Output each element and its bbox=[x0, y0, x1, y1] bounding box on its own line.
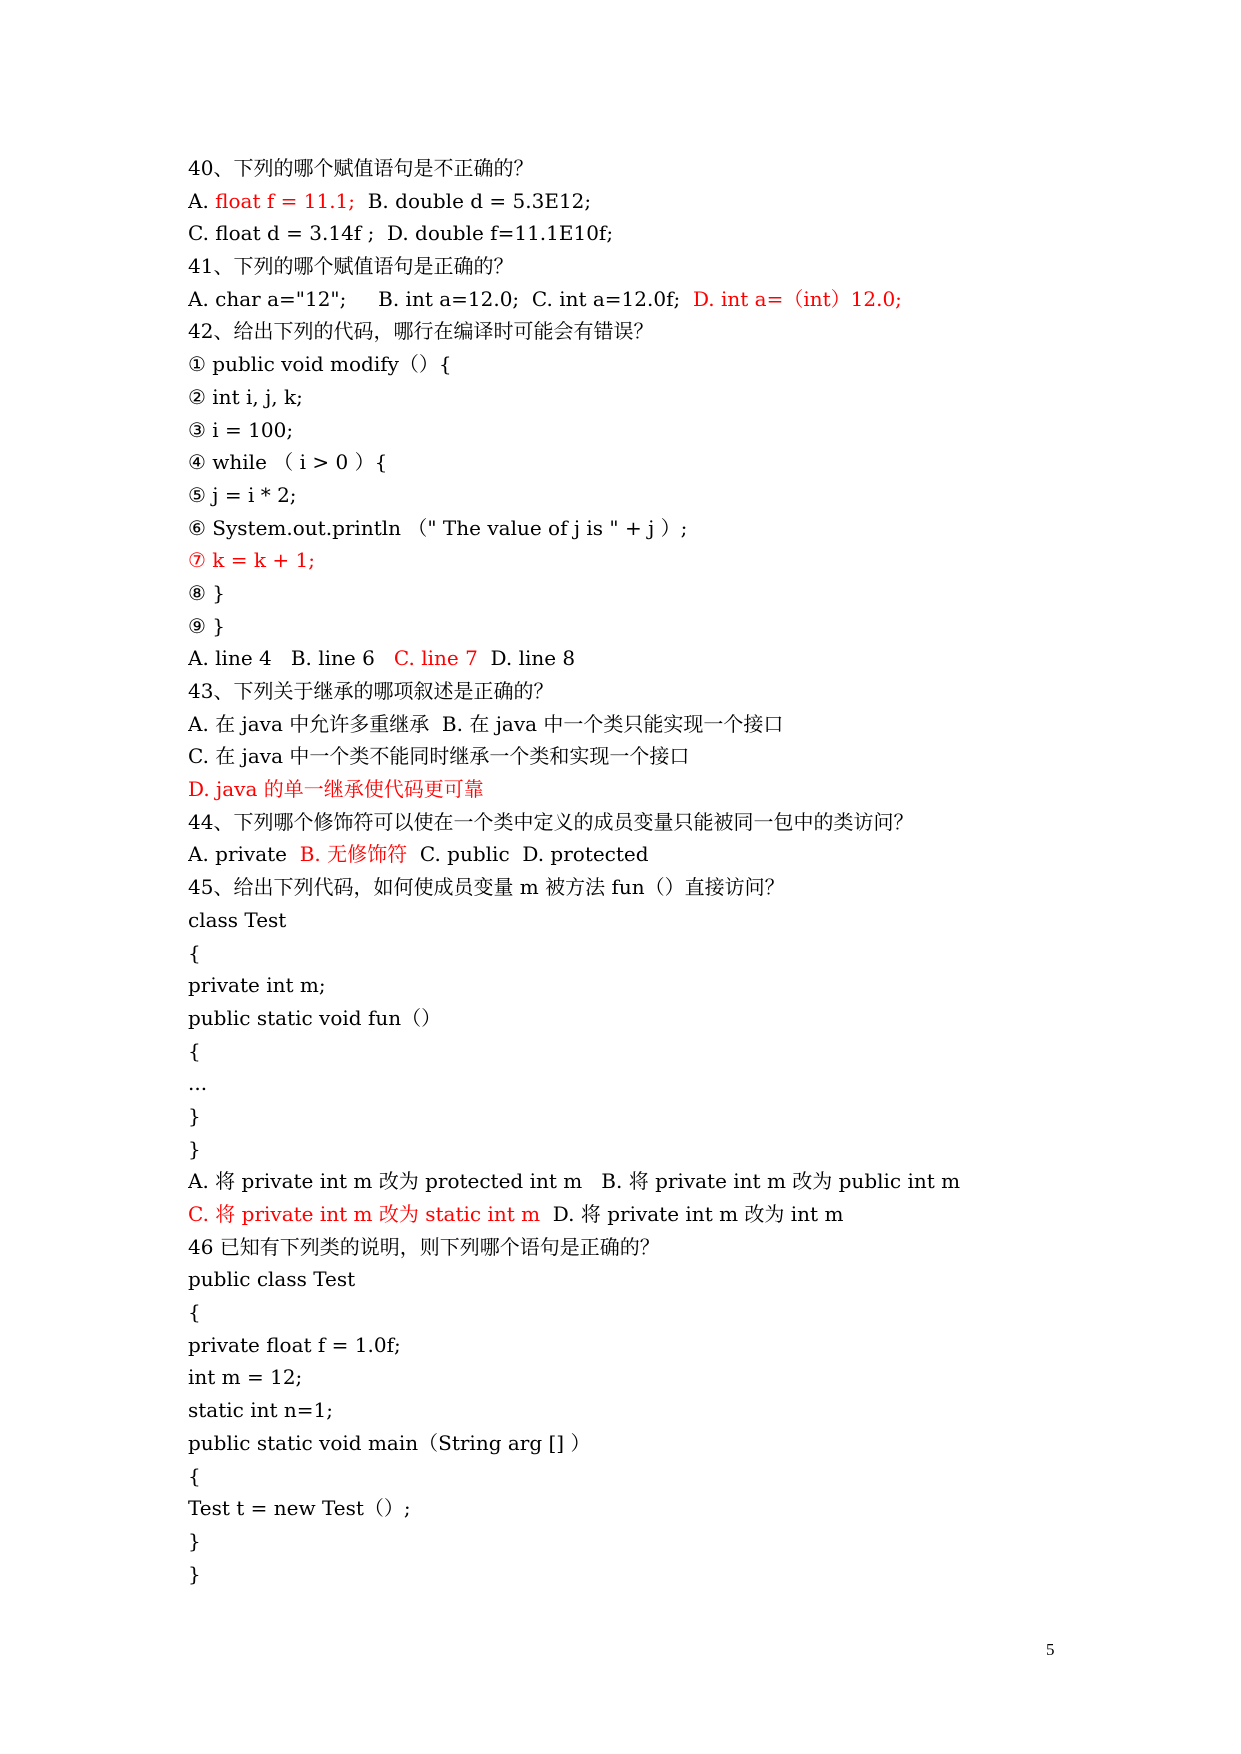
text-segment: B. double d = 5.3E12; bbox=[355, 188, 592, 213]
text-segment: int m = 12; bbox=[188, 1365, 303, 1390]
text-line bbox=[188, 937, 1088, 970]
text-line bbox=[188, 479, 1088, 512]
text-segment: public static void main（String arg [] ） bbox=[188, 1430, 591, 1455]
text-line bbox=[188, 544, 1088, 577]
text-segment: ① public void modify（）{ bbox=[188, 352, 452, 377]
text-segment: C. 在 java 中一个类不能同时继承一个类和实现一个接口 bbox=[188, 744, 690, 769]
text-line bbox=[188, 1492, 1088, 1525]
text-segment: } bbox=[188, 1103, 201, 1128]
text-segment: A. private bbox=[188, 842, 300, 867]
text-segment: A. 在 java 中允许多重继承 B. 在 java 中一个类只能实现一个接口 bbox=[188, 711, 784, 736]
text-line bbox=[188, 642, 1088, 675]
answer-highlight: B. 无修饰符 bbox=[299, 842, 408, 867]
text-segment: A. bbox=[188, 188, 216, 213]
text-line bbox=[188, 1427, 1088, 1460]
text-line bbox=[188, 283, 1088, 316]
text-segment: public class Test bbox=[188, 1267, 356, 1292]
text-line bbox=[188, 348, 1088, 381]
text-line bbox=[188, 315, 1088, 348]
text-segment: static int n=1; bbox=[188, 1398, 333, 1423]
text-segment: C. float d = 3.14f ; D. double f=11.1E10f; bbox=[188, 221, 614, 246]
text-line bbox=[188, 1133, 1088, 1166]
text-line bbox=[188, 381, 1088, 414]
answer-highlight: C. line 7 bbox=[393, 646, 478, 671]
text-segment: } bbox=[188, 1561, 201, 1586]
text-line bbox=[188, 675, 1088, 708]
text-line bbox=[188, 1002, 1088, 1035]
text-segment: ⑧ } bbox=[188, 580, 226, 605]
text-line bbox=[188, 217, 1088, 250]
text-segment: D. line 8 bbox=[477, 646, 576, 671]
text-segment: A. 将 private int m 改为 protected int m B. 将 private int m 改为 public int m bbox=[188, 1169, 961, 1194]
text-segment: 42、给出下列的代码，哪行在编译时可能会有错误？ bbox=[188, 319, 654, 344]
text-segment: 43、下列关于继承的哪项叙述是正确的？ bbox=[188, 679, 554, 703]
text-line bbox=[188, 904, 1088, 937]
text-line bbox=[188, 577, 1088, 610]
text-line bbox=[188, 708, 1088, 741]
text-line bbox=[188, 250, 1088, 283]
text-segment: C. public D. protected bbox=[407, 842, 649, 867]
text-line bbox=[188, 1231, 1088, 1264]
text-segment: A. char a="12"; B. int a=12.0; C. int a=12.0f; bbox=[188, 286, 693, 311]
text-line bbox=[188, 1394, 1088, 1427]
text-segment: public static void fun（） bbox=[188, 1005, 442, 1030]
text-line bbox=[188, 1361, 1088, 1394]
answer-highlight: D. int a=（int）12.0; bbox=[692, 286, 902, 311]
text-segment: 46 已知有下列类的说明，则下列哪个语句是正确的？ bbox=[188, 1234, 660, 1259]
text-line bbox=[188, 1296, 1088, 1329]
text-segment: ③ i = 100; bbox=[188, 417, 294, 442]
text-line bbox=[188, 512, 1088, 545]
text-line bbox=[188, 838, 1088, 871]
text-segment: ⑤ j = i * 2; bbox=[188, 482, 297, 507]
text-line bbox=[188, 610, 1088, 643]
text-line bbox=[188, 1558, 1088, 1591]
text-line bbox=[188, 185, 1088, 218]
answer-highlight: C. 将 private int m 改为 static int m bbox=[188, 1202, 541, 1226]
text-segment: { bbox=[188, 1038, 201, 1063]
text-line bbox=[188, 1198, 1088, 1231]
text-line bbox=[188, 152, 1088, 185]
text-line bbox=[188, 1165, 1088, 1198]
text-line bbox=[188, 1263, 1088, 1296]
answer-highlight: float f = 11.1; bbox=[215, 188, 356, 213]
text-line bbox=[188, 1329, 1088, 1362]
text-line bbox=[188, 1035, 1088, 1068]
text-segment: ... bbox=[188, 1071, 208, 1096]
text-segment: A. line 4 B. line 6 bbox=[188, 646, 394, 671]
text-segment: ④ while （ i > 0 ）{ bbox=[188, 450, 388, 475]
text-segment: } bbox=[188, 1136, 201, 1161]
text-line bbox=[188, 806, 1088, 839]
text-segment: 44、下列哪个修饰符可以使在一个类中定义的成员变量只能被同一包中的类访问？ bbox=[188, 809, 914, 834]
text-line bbox=[188, 1100, 1088, 1133]
text-segment: ⑥ System.out.println （" The value of j is " + j ）; bbox=[188, 515, 688, 540]
text-segment: } bbox=[188, 1528, 201, 1553]
text-line bbox=[188, 446, 1088, 479]
text-line bbox=[188, 871, 1088, 904]
text-line bbox=[188, 1460, 1088, 1493]
answer-highlight: D. java 的单一继承使代码更可靠 bbox=[188, 777, 484, 802]
text-segment: ② int i, j, k; bbox=[188, 384, 303, 409]
text-line bbox=[188, 1525, 1088, 1558]
text-segment: 45、给出下列代码，如何使成员变量 m 被方法 fun（）直接访问？ bbox=[188, 875, 785, 900]
text-line bbox=[188, 773, 1088, 806]
document-body bbox=[188, 152, 1088, 1590]
text-segment: 41、下列的哪个赋值语句是正确的？ bbox=[188, 254, 514, 279]
text-line bbox=[188, 740, 1088, 773]
text-segment: Test t = new Test（）; bbox=[188, 1496, 411, 1521]
text-segment: { bbox=[188, 1463, 201, 1488]
text-line bbox=[188, 414, 1088, 447]
text-line bbox=[188, 1067, 1088, 1100]
text-segment: ⑨ } bbox=[188, 613, 226, 638]
text-segment: { bbox=[188, 940, 201, 965]
answer-highlight: ⑦ k = k + 1; bbox=[188, 548, 315, 573]
page-number: 5 bbox=[1046, 1640, 1055, 1659]
text-segment: private int m; bbox=[188, 973, 326, 998]
text-segment: class Test bbox=[188, 907, 287, 932]
text-segment: 40、下列的哪个赋值语句是不正确的？ bbox=[188, 156, 534, 180]
text-line bbox=[188, 969, 1088, 1002]
text-segment: D. 将 private int m 改为 int m bbox=[540, 1202, 844, 1226]
text-segment: { bbox=[188, 1300, 201, 1325]
text-segment: private float f = 1.0f; bbox=[188, 1332, 401, 1357]
